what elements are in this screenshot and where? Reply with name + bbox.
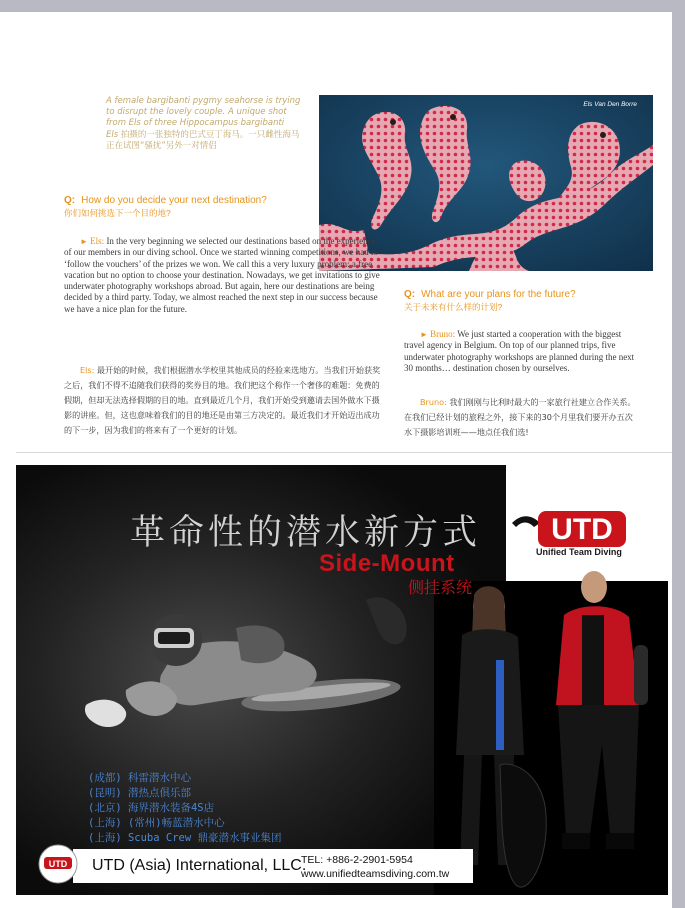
caption-chinese-text: 拍摄的一张独特的巴式豆丁海马。一只雌性海马正在试图“骚扰”另外一对情侣 [106, 130, 300, 151]
caption-chinese [106, 130, 306, 152]
arrow-icon: ► [80, 237, 88, 246]
dealer-item: (北京) 海界潜水装备4S店 [88, 802, 215, 814]
answer-2-text: We just started a cooperation with the biggest travel agency in Belgium. On top of our planned trips, five underwater photography workshops are planned during the next 30 months… destination chosen by ourselves. [404, 329, 635, 373]
question-1-english: How do you decide your next destination? [81, 195, 267, 206]
divers-photo [434, 565, 668, 895]
answer-2-chinese-speaker: Bruno: [420, 397, 447, 407]
caption-english: A female bargibanti pygmy seahorse is trying to disrupt the lovely couple. A unique shot from Els of three Hippocampus bargibanti [106, 96, 301, 128]
side-mount-chinese: 侧挂系统 [408, 578, 473, 597]
answer-2-chinese-text: 我们刚刚与比利时最大的一家旅行社建立合作关系。在我们已经计划的旅程之外，接下来的30个月里我们要开办五次水下摄影培训班——地点任我们选! [404, 397, 636, 437]
company-name: UTD (Asia) International, LLC. [92, 857, 307, 874]
dealer-item: (上海) (常州)畅蓝潜水中心 [88, 817, 225, 829]
answer-1-english [64, 236, 380, 315]
photo-credit: Els Van Den Borre [583, 101, 637, 108]
svg-text:UTD: UTD [551, 513, 613, 546]
question-1-chinese: 你们如何挑选下一个目的地? [64, 208, 171, 218]
photo-caption [106, 96, 306, 152]
dealer-item: (昆明) 潜热点俱乐部 [88, 787, 191, 799]
utd-small-logo-icon [38, 843, 78, 885]
question-mark: Q: [64, 195, 76, 206]
small-logo-text: UTD [48, 859, 68, 869]
utd-advertisement [16, 465, 668, 895]
dealer-list [88, 771, 282, 846]
arrow-icon: ► [420, 330, 428, 339]
answer-2-english [404, 329, 640, 374]
answer-2-chinese [404, 395, 640, 440]
caption-chinese-lead: Els [106, 130, 119, 140]
question-mark: Q: [404, 289, 416, 300]
question-2-english: What are your plans for the future? [421, 289, 576, 300]
answer-2-speaker: Bruno: [430, 329, 456, 339]
company-website[interactable]: www.unifiedteamsdiving.com.tw [301, 868, 450, 880]
answer-1-chinese-text: 最开始的时候，我们根据潜水学校里其他成员的经验来选地方。当我们开始获奖之后，我们不得不追随我们获得的奖券目的地。我们把这个称作一个奢侈的难题：免费的假期，但却无法选择假期的目的地。直到最近几个月，我们开始受到邀请去国外做水下摄影的讲座。但，这也意味着我们的目的地还是由第三方决定的。最近我们才开始迈出成功的下一步，因为我们的将来有了一个更好的计划。 [64, 365, 381, 435]
side-mount-title: Side-Mount [319, 550, 455, 577]
ad-headline: 革命性的潜水新方式 [130, 513, 482, 553]
dealer-item: (上海) Scuba Crew 鼎豪潜水事业集团 [88, 832, 282, 844]
company-phone: TEL: +886-2-2901-5954 [301, 854, 413, 866]
answer-1-text: In the very beginning we selected our destinations based on the experience of our members in our diving school. Once we started winning competitions, we had to ‘follow the vouchers’ of the prizes we won. We call this a very luxury problem: a free vacation but no option to choose your destination. Nowadays, we get invitations to give underwater photography workshops abroad. But again, here our destinations are being decided by a third party. Today, we almost reached the next step in our success because we have a nice plan for the future. [64, 236, 380, 314]
utd-full-name: Unified Team Diving [536, 547, 622, 557]
answer-1-speaker: Els: [90, 236, 105, 246]
dealer-item: (成都) 科雷潜水中心 [88, 772, 191, 784]
question-1 [64, 194, 267, 220]
diver-illustration [66, 580, 426, 790]
question-2-chinese: 关于未来有什么样的计划? [404, 302, 503, 312]
question-2 [404, 288, 576, 314]
answer-1-chinese-speaker: Els: [80, 365, 95, 375]
section-divider [16, 452, 672, 453]
answer-1-chinese [64, 363, 382, 438]
